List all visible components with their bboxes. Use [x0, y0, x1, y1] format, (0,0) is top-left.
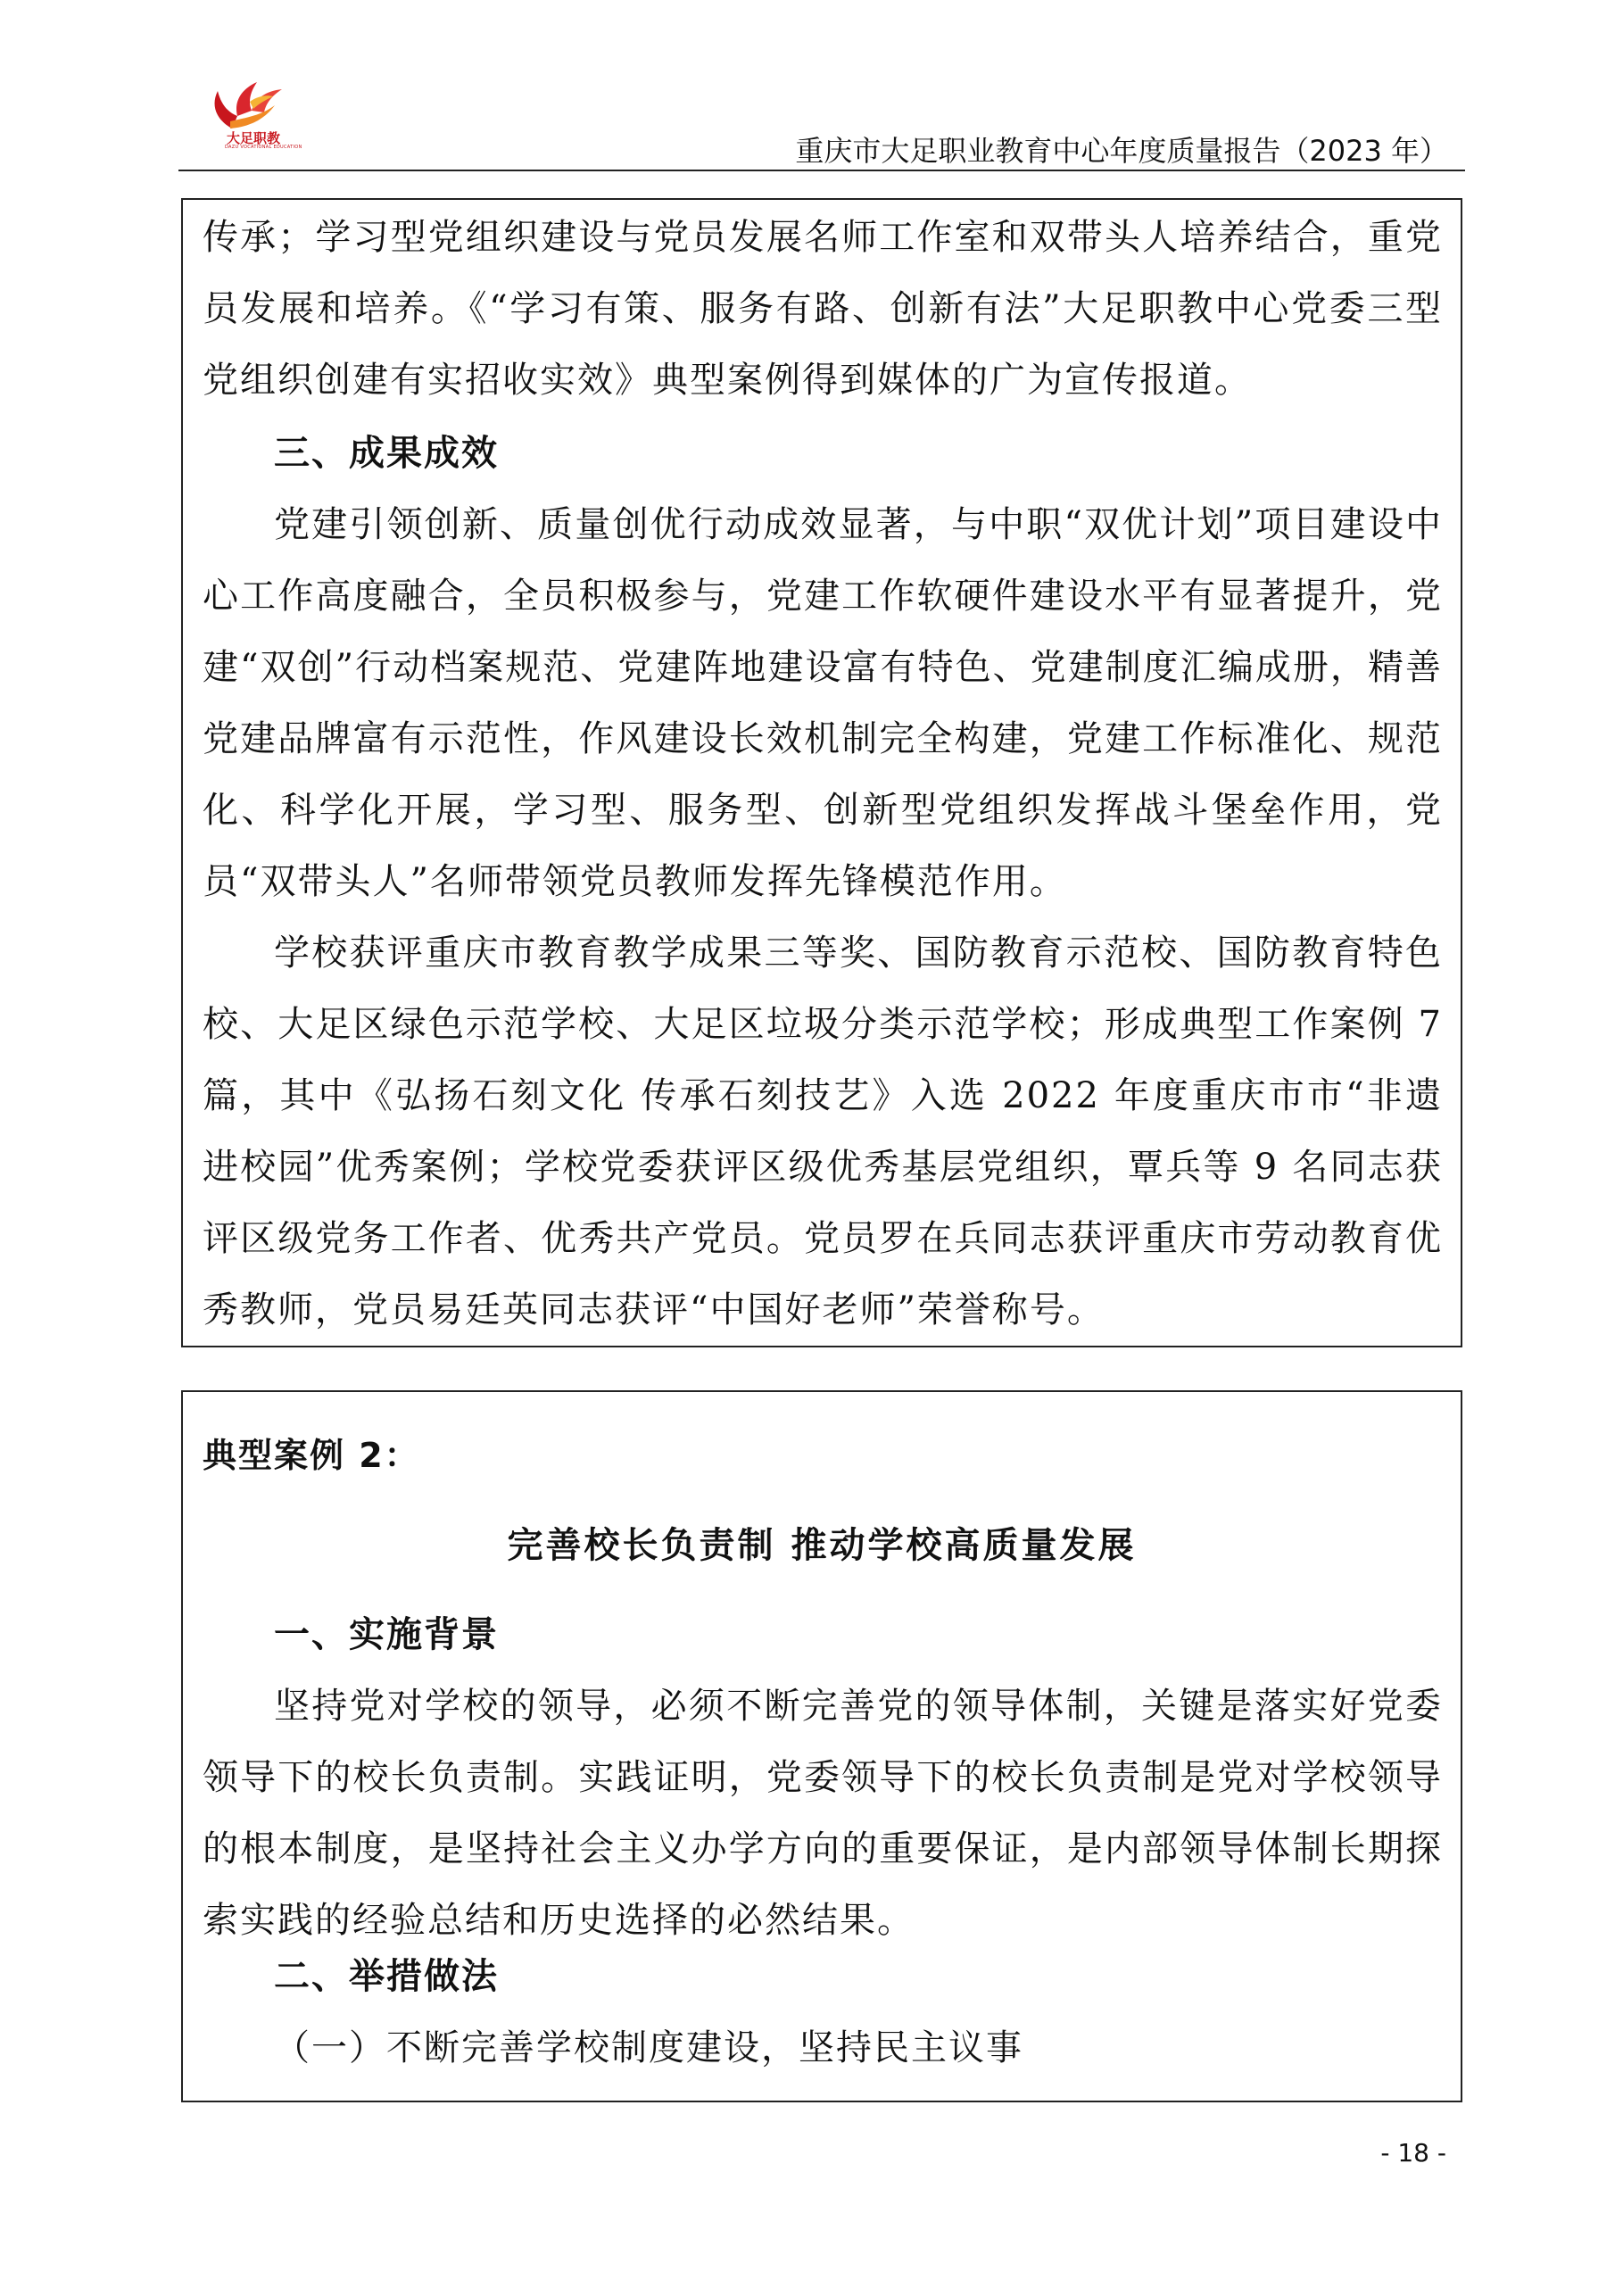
case-2-box: [181, 1390, 1462, 2102]
logo-text: 大足职教: [227, 130, 281, 146]
intro-paragraph: 传承；学习型党组织建设与党员发展名师工作室和双带头人培养结合，重党员发展和培养。《“学习有策、服务有路、创新有法”大足职教中心党委三型党组织创建有实招收实效》典型案例得到媒体的广为宣传报道。: [203, 217, 1443, 401]
results-paragraph-1: 党建引领创新、质量创优行动成效显著，与中职“双优计划”项目建设中心工作高度融合，全员积极参与，党建工作软硬件建设水平有显著提升，党建“双创”行动档案规范、党建阵地建设富有特色、党建制度汇编成册，精善党建品牌富有示范性，作风建设长效机制完全构建，党建工作标准化、规范化、科学化开展，学习型、服务型、创新型党组织发挥战斗堡垒作用，党员“双带头人”名师带领党员教师发挥先锋模范作用。: [203, 504, 1443, 902]
phoenix-logo-icon: [198, 79, 287, 132]
results-paragraph-2: 学校获评重庆市教育教学成果三等奖、国防教育示范校、国防教育特色校、大足区绿色示范学校、大足区垃圾分类示范学校；形成典型工作案例 7 篇，其中《弘扬石刻文化 传承石刻技艺》入选 2022 年度重庆市市“非遗进校园”优秀案例；学校党委获评区级优秀基层党组织，覃兵等 9 名同志获评区级党务工作者、优秀共产党员。党员罗在兵同志获评重庆市劳动教育优秀教师，党员易廷英同志获评“中国好老师”荣誉称号。: [203, 932, 1443, 1330]
section-heading-results: 三、成果成效: [274, 433, 499, 474]
header-divider: [178, 170, 1465, 171]
background-paragraph: 坚持党对学校的领导，必须不断完善党的领导体制，关键是落实好党委领导下的校长负责制。实践证明，党委领导下的校长负责制是党对学校领导的根本制度，是坚持社会主义办学方向的重要保证，是内部领导体制长期探索实践的经验总结和历史选择的必然结果。: [203, 1686, 1443, 1941]
page-number: - 18 -: [1380, 2138, 1446, 2168]
report-title: 重庆市大足职业教育中心年度质量报告（2023 年）: [795, 134, 1448, 168]
school-logo: [198, 79, 302, 152]
case-title: 完善校长负责制 推动学校高质量发展: [507, 1525, 1137, 1566]
logo-subtext: DAZU VOCATIONAL EDUCATION: [225, 145, 302, 150]
section-heading-background: 一、实施背景: [274, 1614, 499, 1655]
section-heading-measures: 二、举措做法: [274, 1956, 499, 1997]
case-label: 典型案例 2：: [203, 1436, 420, 1475]
case-1-continuation-box: [181, 198, 1462, 1347]
measures-sub-item: （一）不断完善学校制度建设，坚持民主议事: [274, 2027, 1023, 2068]
